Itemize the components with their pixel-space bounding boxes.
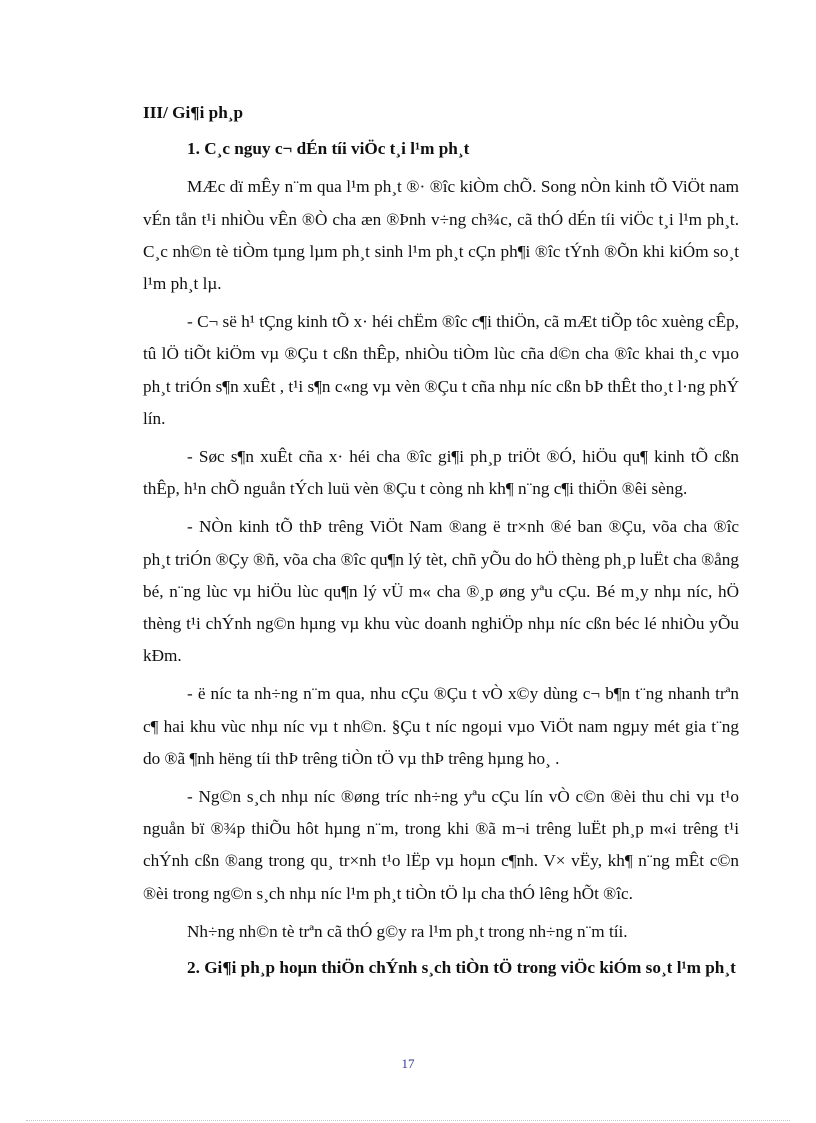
paragraph: - Søc s¶n xuÊt cña x· héi cha ®îc gi¶i ph¸p triÖt ®Ó, hiÖu qu¶ kinh tÕ cßn thÊp, h¹n chÕ nguån tÝch luü vèn ®Çu t còng nh kh¶ n¨ng c¶i thiÖn ®êi sèng. bbox=[143, 447, 739, 499]
paragraph: MÆc dï mÊy n¨m qua l¹m ph¸t ®· ®îc kiÒm chÕ. Song nÒn kinh tÕ ViÖt nam vÉn tån t¹i nhiÒu vÊn ®Ò cha æn ®Þnh v÷ng ch¾c, cã thÓ dÉn tíi viÖc t¸i l¹m ph¸t. C¸c nh©n tè tiÒm tµng lµm ph¸t sinh l¹m ph¸t cÇn ph¶i ®îc tÝnh ®Õn khi kiÓm so¸t l¹m ph¸t lµ. bbox=[143, 177, 739, 294]
page-edge-divider bbox=[26, 1120, 790, 1121]
paragraph: - C¬ së h¹ tÇng kinh tÕ x· héi chËm ®îc c¶i thiÖn, cã mÆt tiÕp tôc xuèng cÊp, tû lÖ tiÕt kiÖm vµ ®Çu t cßn thÊp, nhiÒu tiÒm lùc cña d©n cha ®îc khai th¸c vµo ph¸t triÓn s¶n xuÊt , t¹i s¶n c«ng vµ vèn ®Çu t cña nhµ níc cßn bÞ thÊt tho¸t l·ng phÝ lín. bbox=[143, 312, 739, 428]
subsection-heading-2: 2. Gi¶i ph¸p hoµn thiÖn chÝnh s¸ch tiÒn tÖ trong viÖc kiÓm so¸t l¹m ph¸t bbox=[187, 958, 736, 978]
paragraph: - NÒn kinh tÕ thÞ trêng ViÖt Nam ®ang ë tr×nh ®é ban ®Çu, võa cha ®îc ph¸t triÓn ®Çy ®ñ, võa cha ®îc qu¶n lý tèt, chñ yÕu do hÖ thèng ph¸p luËt cha ®ång bé, n¨ng lùc vµ hiÖu lùc qu¶n lý vÜ m« cha ®¸p øng yªu cÇu. Bé m¸y nhµ níc, hÖ thèng t¹i chÝnh ng©n hµng vµ khu vùc doanh nghiÖp nhµ níc cßn béc lé nhiÒu yÕu kÐm. bbox=[143, 517, 739, 666]
page-body bbox=[143, 97, 739, 984]
paragraph: Nh÷ng nh©n tè trªn cã thÓ g©y ra l¹m ph¸t trong nh÷ng n¨m tíi. bbox=[187, 921, 628, 941]
subsection-heading-1: 1. C¸c nguy c¬ dÉn tíi viÖc t¸i l¹m ph¸t bbox=[187, 139, 470, 159]
paragraph: - ë níc ta nh÷ng n¨m qua, nhu cÇu ®Çu t vÒ x©y dùng c¬ b¶n t¨ng nhanh trªn c¶ hai khu vùc nhµ níc vµ t nh©n. §Çu t níc ngoµi vµo ViÖt nam ngµy mét gia t¨ng do ®ã ¶nh hëng tíi thÞ trêng tiÒn tÖ vµ thÞ trêng hµng ho¸ . bbox=[143, 684, 739, 768]
paragraph: - Ng©n s¸ch nhµ níc ®øng tríc nh÷ng yªu cÇu lín vÒ c©n ®èi thu chi vµ t¹o nguån bï ®¾p thiÕu hôt hµng n¨m, trong khi ®ã m¬i trêng luËt ph¸p m«i trêng t¹i chÝnh cßn ®ang trong qu¸ tr×nh t¹o lËp vµ hoµn c¶nh. V× vËy, kh¶ n¨ng mÊt c©n ®èi trong ng©n s¸ch nhµ níc l¹m ph¸t tiÒn tÖ lµ cha thÓ lêng hÕt ®îc. bbox=[143, 787, 739, 903]
section-title: III/ Gi¶i ph¸p bbox=[143, 103, 244, 122]
page-number: 17 bbox=[401, 1056, 415, 1071]
